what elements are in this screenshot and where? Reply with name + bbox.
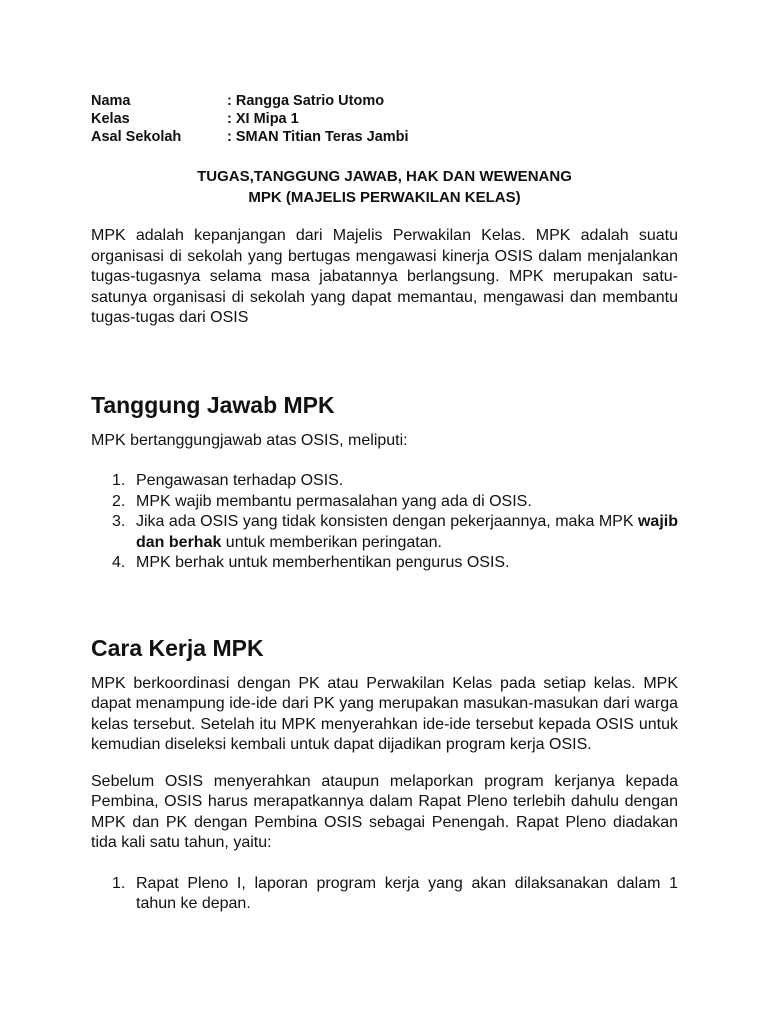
info-value: : XI Mipa 1 [227, 111, 299, 127]
info-label: Nama [91, 93, 131, 109]
list-item [91, 553, 678, 574]
info-value: : Rangga Satrio Utomo [227, 93, 385, 109]
cara-kerja-paragraph-2: Sebelum OSIS menyerahkan ataupun melaporkan program kerjanya kepada Pembina, OSIS harus merapatkannya dalam Rapat Pleno terlebih dahulu dengan MPK dan PK dengan Pembina OSIS sebagai Penengah. Rapat Pleno diadakan tida kali satu tahun, yaitu: [91, 772, 678, 851]
list-text: Rapat Pleno I, laporan program kerja yang akan dilaksanakan dalam 1 tahun ke depan. [136, 874, 678, 912]
list-number: 4. [112, 554, 126, 571]
list-text: MPK berhak untuk memberhentikan pengurus OSIS. [136, 554, 510, 571]
list-item [91, 874, 678, 915]
list-number: 2. [112, 492, 126, 510]
intro-paragraph: MPK adalah kepanjangan dari Majelis Perwakilan Kelas. MPK adalah suatu organisasi di sekolah yang bertugas mengawasi kinerja OSIS dalam menjalankan tugas-tugasnya selama masa jabatannya berlangsung. MPK merupakan satu-satunya organisasi di sekolah yang dapat memantau, mengawasi dan membantu tugas-tugas dari OSIS [91, 227, 678, 326]
list-item [91, 492, 678, 513]
list-text-part: untuk memberikan peringatan. [221, 533, 442, 551]
section-heading-cara-kerja: Cara Kerja MPK [91, 634, 264, 661]
list-text-part: Jika ada OSIS yang tidak konsisten dengan pekerjaannya, maka MPK [136, 513, 638, 530]
list-number: 3. [112, 513, 126, 530]
list-item [91, 512, 678, 553]
cara-kerja-paragraph-1: MPK berkoordinasi dengan PK atau Perwakilan Kelas pada setiap kelas. MPK dapat menampung ide-ide dari PK yang merupakan masukan-masukan dari warga kelas tersebut. Setelah itu MPK menyerahkan ide-ide tersebut kepada OSIS untuk kemudian diseleksi kembali untuk dapat dijadikan program kerja OSIS. [91, 674, 678, 753]
info-label: Kelas [91, 111, 130, 127]
list-text [136, 512, 678, 553]
rapat-pleno-list [91, 874, 678, 915]
list-item [91, 471, 678, 492]
title-line-1: TUGAS,TANGGUNG JAWAB, HAK DAN WEWENANG [197, 168, 572, 185]
list-text-bold: wajib dan berhak [136, 513, 678, 551]
info-value: : SMAN Titian Teras Jambi [227, 129, 409, 145]
list-text: Pengawasan terhadap OSIS. [136, 472, 344, 489]
info-row-kelas [91, 110, 678, 128]
student-info [91, 92, 678, 146]
list-number: 1. [112, 472, 126, 489]
list-number: 1. [112, 874, 126, 892]
title-line-2: MPK (MAJELIS PERWAKILAN KELAS) [248, 189, 521, 206]
section-heading-tanggung-jawab: Tanggung Jawab MPK [91, 391, 335, 418]
list-text: MPK wajib membantu permasalahan yang ada di OSIS. [136, 492, 532, 510]
info-row-nama [91, 92, 678, 110]
document-title [91, 166, 678, 208]
info-row-asal-sekolah [91, 128, 678, 146]
info-label: Asal Sekolah [91, 129, 182, 145]
tanggung-jawab-list [91, 471, 678, 574]
tanggung-jawab-lead: MPK bertanggungjawab atas OSIS, meliputi: [91, 431, 408, 449]
